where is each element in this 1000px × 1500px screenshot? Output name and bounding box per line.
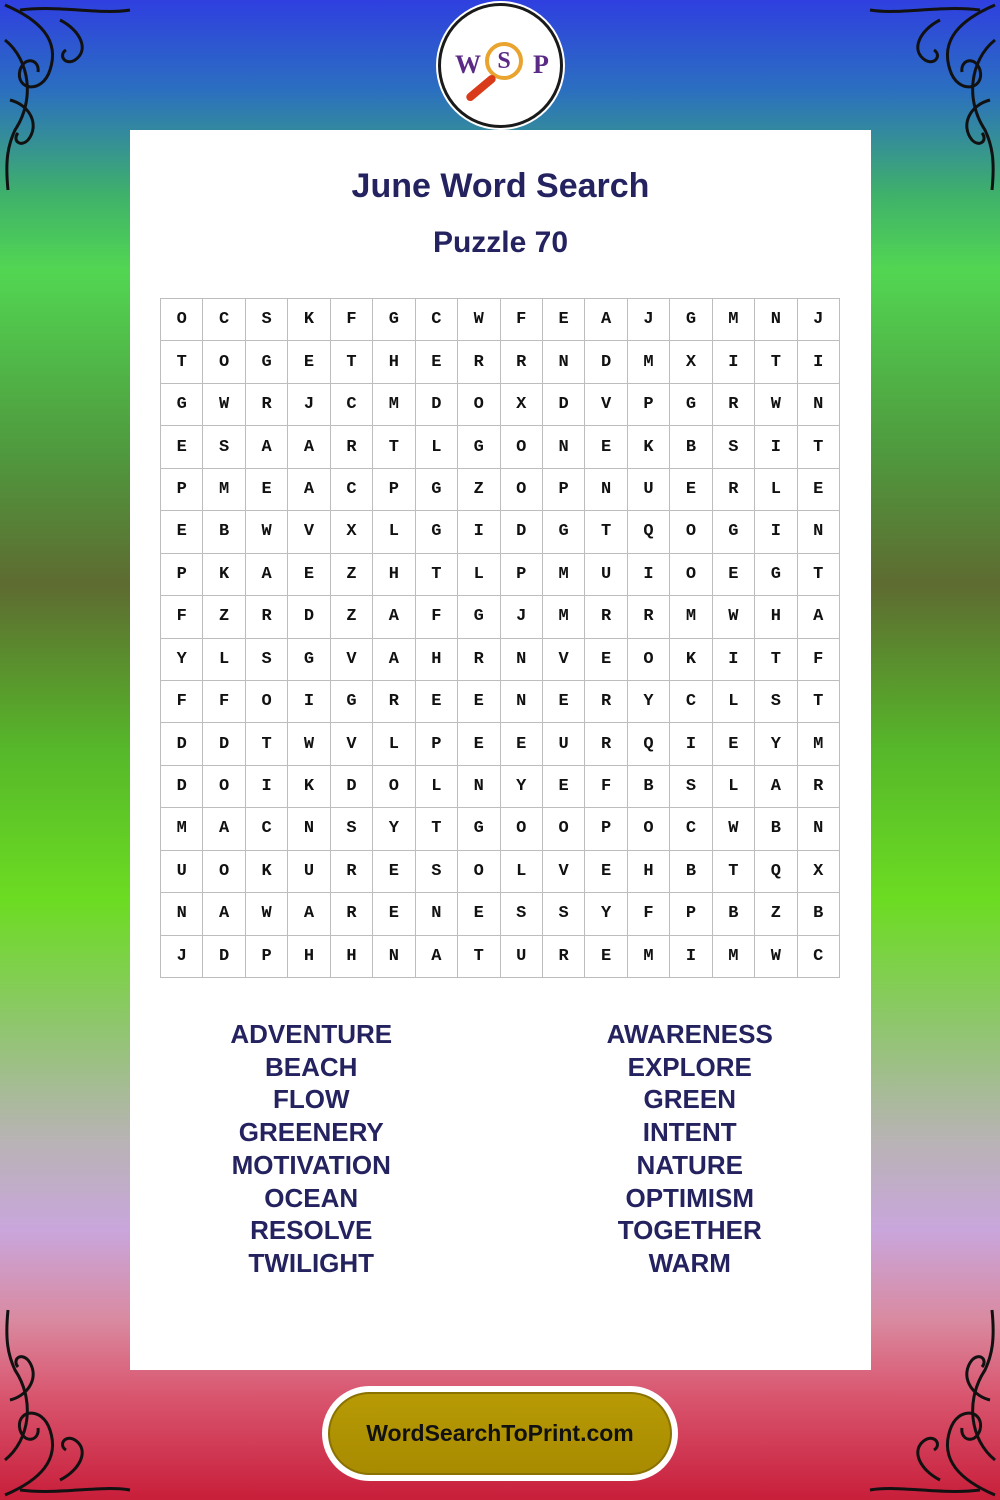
- word-list-left-column: [122, 1018, 501, 1280]
- grid-cell[interactable]: R: [331, 851, 373, 893]
- grid-cell[interactable]: A: [288, 893, 330, 935]
- grid-cell[interactable]: A: [246, 554, 288, 596]
- grid-cell[interactable]: Q: [755, 851, 797, 893]
- grid-cell[interactable]: T: [755, 639, 797, 681]
- grid-cell[interactable]: G: [416, 469, 458, 511]
- grid-cell[interactable]: E: [161, 511, 203, 553]
- grid-cell[interactable]: D: [585, 341, 627, 383]
- grid-cell[interactable]: B: [670, 851, 712, 893]
- grid-cell[interactable]: L: [203, 639, 245, 681]
- grid-cell[interactable]: E: [373, 851, 415, 893]
- grid-cell[interactable]: I: [755, 511, 797, 553]
- grid-cell[interactable]: R: [585, 596, 627, 638]
- grid-cell[interactable]: D: [416, 384, 458, 426]
- grid-cell[interactable]: T: [798, 681, 840, 723]
- grid-cell[interactable]: V: [288, 511, 330, 553]
- word-list-item: BEACH: [265, 1051, 358, 1082]
- grid-cell[interactable]: Y: [755, 723, 797, 765]
- grid-cell[interactable]: F: [203, 681, 245, 723]
- grid-cell[interactable]: F: [628, 893, 670, 935]
- grid-cell[interactable]: E: [543, 299, 585, 341]
- grid-cell[interactable]: M: [670, 596, 712, 638]
- grid-cell[interactable]: E: [798, 469, 840, 511]
- word-list-item: EXPLORE: [627, 1051, 752, 1082]
- grid-cell[interactable]: F: [585, 766, 627, 808]
- grid-cell[interactable]: G: [416, 511, 458, 553]
- corner-ornament-bottom-right: [860, 1300, 1000, 1500]
- grid-cell[interactable]: X: [798, 851, 840, 893]
- grid-cell[interactable]: P: [585, 808, 627, 850]
- grid-cell[interactable]: O: [628, 639, 670, 681]
- grid-cell[interactable]: L: [713, 681, 755, 723]
- grid-cell[interactable]: R: [585, 723, 627, 765]
- grid-cell[interactable]: F: [798, 639, 840, 681]
- grid-cell[interactable]: T: [246, 723, 288, 765]
- flourish-icon: [0, 0, 140, 200]
- grid-cell[interactable]: M: [543, 596, 585, 638]
- grid-cell[interactable]: A: [203, 808, 245, 850]
- grid-cell[interactable]: E: [373, 893, 415, 935]
- grid-cell[interactable]: N: [416, 893, 458, 935]
- grid-cell[interactable]: E: [458, 681, 500, 723]
- grid-cell[interactable]: R: [331, 893, 373, 935]
- grid-cell[interactable]: R: [713, 469, 755, 511]
- grid-cell[interactable]: G: [670, 299, 712, 341]
- grid-cell[interactable]: T: [458, 936, 500, 978]
- grid-cell[interactable]: O: [501, 426, 543, 468]
- grid-cell[interactable]: Y: [373, 808, 415, 850]
- grid-cell[interactable]: H: [373, 341, 415, 383]
- grid-cell[interactable]: U: [585, 554, 627, 596]
- grid-cell[interactable]: N: [798, 808, 840, 850]
- grid-cell[interactable]: Z: [331, 554, 373, 596]
- grid-cell[interactable]: K: [288, 299, 330, 341]
- grid-cell[interactable]: Y: [161, 639, 203, 681]
- grid-cell[interactable]: O: [246, 681, 288, 723]
- grid-cell[interactable]: F: [161, 596, 203, 638]
- word-list-item: TWILIGHT: [248, 1247, 375, 1278]
- grid-cell[interactable]: R: [458, 639, 500, 681]
- grid-cell[interactable]: R: [543, 936, 585, 978]
- grid-cell[interactable]: E: [288, 554, 330, 596]
- grid-cell[interactable]: I: [288, 681, 330, 723]
- grid-cell[interactable]: G: [458, 808, 500, 850]
- grid-cell[interactable]: M: [628, 341, 670, 383]
- grid-cell[interactable]: R: [798, 766, 840, 808]
- site-link-button[interactable]: [322, 1386, 678, 1481]
- grid-cell[interactable]: I: [670, 936, 712, 978]
- grid-cell[interactable]: L: [373, 511, 415, 553]
- grid-cell[interactable]: S: [246, 639, 288, 681]
- corner-ornament-top-left: [0, 0, 140, 200]
- grid-cell[interactable]: Q: [628, 723, 670, 765]
- grid-cell[interactable]: H: [755, 596, 797, 638]
- grid-cell[interactable]: O: [628, 808, 670, 850]
- grid-cell[interactable]: T: [713, 851, 755, 893]
- word-list-item: NATURE: [636, 1149, 743, 1180]
- grid-cell[interactable]: N: [501, 681, 543, 723]
- grid-cell[interactable]: E: [458, 893, 500, 935]
- grid-cell[interactable]: K: [628, 426, 670, 468]
- grid-cell[interactable]: G: [373, 299, 415, 341]
- grid-cell[interactable]: W: [203, 384, 245, 426]
- site-link-label: WordSearchToPrint.com: [366, 1420, 634, 1446]
- grid-cell[interactable]: E: [585, 851, 627, 893]
- grid-cell[interactable]: B: [203, 511, 245, 553]
- grid-cell[interactable]: N: [288, 808, 330, 850]
- grid-cell[interactable]: K: [670, 639, 712, 681]
- grid-cell[interactable]: T: [585, 511, 627, 553]
- word-list-item: WARM: [648, 1247, 731, 1278]
- word-list-item: ADVENTURE: [230, 1019, 393, 1049]
- grid-cell[interactable]: C: [670, 681, 712, 723]
- puzzle-title: June Word Search: [351, 167, 650, 205]
- grid-cell[interactable]: W: [713, 808, 755, 850]
- grid-cell[interactable]: O: [670, 511, 712, 553]
- grid-cell[interactable]: O: [373, 766, 415, 808]
- grid-cell[interactable]: X: [670, 341, 712, 383]
- grid-cell[interactable]: C: [670, 808, 712, 850]
- logo-letter-s: S: [497, 48, 511, 74]
- grid-cell[interactable]: G: [161, 384, 203, 426]
- grid-cell[interactable]: J: [501, 596, 543, 638]
- grid-cell[interactable]: R: [458, 341, 500, 383]
- grid-cell[interactable]: Q: [628, 511, 670, 553]
- grid-cell[interactable]: G: [670, 384, 712, 426]
- grid-cell[interactable]: L: [713, 766, 755, 808]
- grid-cell[interactable]: W: [713, 596, 755, 638]
- grid-cell[interactable]: S: [416, 851, 458, 893]
- grid-cell[interactable]: I: [713, 341, 755, 383]
- grid-cell[interactable]: T: [416, 808, 458, 850]
- grid-cell[interactable]: Z: [458, 469, 500, 511]
- grid-cell[interactable]: G: [458, 596, 500, 638]
- grid-cell[interactable]: L: [416, 426, 458, 468]
- grid-cell[interactable]: P: [161, 469, 203, 511]
- grid-cell[interactable]: W: [755, 936, 797, 978]
- grid-cell[interactable]: M: [798, 723, 840, 765]
- grid-cell[interactable]: S: [331, 808, 373, 850]
- grid-cell[interactable]: P: [373, 469, 415, 511]
- grid-cell[interactable]: U: [628, 469, 670, 511]
- grid-cell[interactable]: E: [501, 723, 543, 765]
- corner-ornament-top-right: [860, 0, 1000, 200]
- grid-cell[interactable]: B: [755, 808, 797, 850]
- grid-cell[interactable]: C: [246, 808, 288, 850]
- grid-cell[interactable]: M: [203, 469, 245, 511]
- grid-cell[interactable]: R: [373, 681, 415, 723]
- grid-cell[interactable]: C: [416, 299, 458, 341]
- grid-cell[interactable]: N: [798, 384, 840, 426]
- grid-cell[interactable]: A: [373, 596, 415, 638]
- grid-cell[interactable]: Y: [628, 681, 670, 723]
- grid-cell[interactable]: D: [161, 723, 203, 765]
- grid-cell[interactable]: W: [246, 893, 288, 935]
- grid-cell[interactable]: R: [246, 384, 288, 426]
- grid-cell[interactable]: P: [416, 723, 458, 765]
- grid-cell[interactable]: F: [501, 299, 543, 341]
- grid-cell[interactable]: M: [543, 554, 585, 596]
- grid-cell[interactable]: C: [331, 469, 373, 511]
- grid-cell[interactable]: P: [670, 893, 712, 935]
- grid-cell[interactable]: E: [713, 723, 755, 765]
- grid-cell[interactable]: A: [585, 299, 627, 341]
- letter-grid[interactable]: [160, 298, 840, 978]
- grid-cell[interactable]: B: [713, 893, 755, 935]
- grid-cell[interactable]: B: [798, 893, 840, 935]
- grid-cell[interactable]: E: [585, 639, 627, 681]
- grid-cell[interactable]: A: [798, 596, 840, 638]
- grid-cell[interactable]: E: [288, 341, 330, 383]
- grid-cell[interactable]: P: [246, 936, 288, 978]
- grid-cell[interactable]: T: [331, 341, 373, 383]
- grid-cell[interactable]: G: [755, 554, 797, 596]
- grid-cell[interactable]: T: [161, 341, 203, 383]
- grid-cell[interactable]: D: [161, 766, 203, 808]
- grid-cell[interactable]: I: [798, 341, 840, 383]
- grid-cell[interactable]: E: [246, 469, 288, 511]
- grid-cell[interactable]: M: [713, 936, 755, 978]
- wsp-logo[interactable]: [438, 3, 563, 128]
- grid-cell[interactable]: O: [458, 851, 500, 893]
- grid-cell[interactable]: C: [798, 936, 840, 978]
- grid-cell[interactable]: E: [670, 469, 712, 511]
- word-list-item: OPTIMISM: [625, 1182, 755, 1213]
- grid-cell[interactable]: S: [501, 893, 543, 935]
- grid-cell[interactable]: D: [288, 596, 330, 638]
- grid-cell[interactable]: A: [416, 936, 458, 978]
- grid-cell[interactable]: M: [373, 384, 415, 426]
- grid-cell[interactable]: R: [585, 681, 627, 723]
- grid-cell[interactable]: N: [501, 639, 543, 681]
- grid-cell[interactable]: K: [246, 851, 288, 893]
- grid-cell[interactable]: J: [628, 299, 670, 341]
- grid-cell[interactable]: T: [798, 426, 840, 468]
- grid-cell[interactable]: G: [331, 681, 373, 723]
- grid-cell[interactable]: I: [458, 511, 500, 553]
- grid-cell[interactable]: A: [288, 426, 330, 468]
- site-link-pill[interactable]: [328, 1392, 672, 1475]
- grid-cell[interactable]: V: [543, 639, 585, 681]
- grid-cell[interactable]: O: [543, 808, 585, 850]
- flourish-icon: [860, 1300, 1000, 1500]
- grid-cell[interactable]: S: [755, 681, 797, 723]
- grid-cell[interactable]: M: [628, 936, 670, 978]
- grid-cell[interactable]: D: [203, 936, 245, 978]
- grid-cell[interactable]: R: [331, 426, 373, 468]
- grid-cell[interactable]: O: [203, 766, 245, 808]
- word-list-item: OCEAN: [264, 1182, 359, 1213]
- grid-cell[interactable]: A: [246, 426, 288, 468]
- grid-cell[interactable]: V: [543, 851, 585, 893]
- grid-cell[interactable]: D: [543, 384, 585, 426]
- grid-cell[interactable]: L: [458, 554, 500, 596]
- grid-cell[interactable]: S: [203, 426, 245, 468]
- word-list-item: TOGETHER: [617, 1215, 762, 1246]
- grid-cell[interactable]: P: [543, 469, 585, 511]
- grid-cell[interactable]: W: [458, 299, 500, 341]
- grid-cell[interactable]: G: [458, 426, 500, 468]
- grid-cell[interactable]: J: [288, 384, 330, 426]
- flourish-icon: [0, 1300, 140, 1500]
- grid-cell[interactable]: I: [628, 554, 670, 596]
- grid-cell[interactable]: T: [416, 554, 458, 596]
- grid-cell[interactable]: P: [501, 554, 543, 596]
- grid-cell[interactable]: X: [331, 511, 373, 553]
- grid-cell[interactable]: I: [713, 639, 755, 681]
- grid-cell[interactable]: O: [203, 851, 245, 893]
- grid-cell[interactable]: X: [501, 384, 543, 426]
- grid-cell[interactable]: N: [798, 511, 840, 553]
- grid-cell[interactable]: A: [203, 893, 245, 935]
- grid-cell[interactable]: F: [331, 299, 373, 341]
- grid-cell[interactable]: O: [203, 341, 245, 383]
- word-list: [130, 1018, 871, 1280]
- grid-cell[interactable]: P: [161, 554, 203, 596]
- grid-cell[interactable]: L: [501, 851, 543, 893]
- grid-cell[interactable]: N: [543, 426, 585, 468]
- grid-cell[interactable]: L: [755, 469, 797, 511]
- grid-cell[interactable]: D: [331, 766, 373, 808]
- grid-cell[interactable]: K: [203, 554, 245, 596]
- grid-cell[interactable]: G: [246, 341, 288, 383]
- grid-cell[interactable]: Y: [585, 893, 627, 935]
- grid-cell[interactable]: N: [458, 766, 500, 808]
- grid-cell[interactable]: O: [501, 808, 543, 850]
- grid-cell[interactable]: G: [713, 511, 755, 553]
- word-list-item: AWARENESS: [606, 1019, 773, 1049]
- grid-cell[interactable]: A: [288, 469, 330, 511]
- grid-cell[interactable]: C: [331, 384, 373, 426]
- grid-cell[interactable]: I: [670, 723, 712, 765]
- grid-cell[interactable]: W: [755, 384, 797, 426]
- grid-cell[interactable]: L: [373, 723, 415, 765]
- grid-cell[interactable]: F: [416, 596, 458, 638]
- grid-cell[interactable]: E: [585, 426, 627, 468]
- grid-cell[interactable]: F: [161, 681, 203, 723]
- grid-cell[interactable]: P: [628, 384, 670, 426]
- grid-cell[interactable]: V: [585, 384, 627, 426]
- grid-cell[interactable]: Y: [501, 766, 543, 808]
- word-list-item: GREEN: [643, 1084, 736, 1115]
- logo-letter-p: P: [533, 50, 549, 79]
- grid-cell[interactable]: M: [161, 808, 203, 850]
- corner-ornament-bottom-left: [0, 1300, 140, 1500]
- grid-cell[interactable]: H: [373, 554, 415, 596]
- grid-cell[interactable]: G: [288, 639, 330, 681]
- grid-cell[interactable]: S: [246, 299, 288, 341]
- grid-cell[interactable]: W: [288, 723, 330, 765]
- logo-letter-w: W: [455, 50, 481, 79]
- grid-cell[interactable]: Z: [203, 596, 245, 638]
- grid-cell[interactable]: E: [543, 766, 585, 808]
- grid-cell[interactable]: W: [246, 511, 288, 553]
- grid-cell[interactable]: R: [628, 596, 670, 638]
- puzzle-card: [130, 130, 871, 1370]
- grid-cell[interactable]: G: [543, 511, 585, 553]
- puzzle-number: Puzzle 70: [432, 226, 569, 259]
- grid-cell[interactable]: U: [543, 723, 585, 765]
- word-list-item: GREENERY: [238, 1117, 384, 1148]
- grid-cell[interactable]: N: [543, 341, 585, 383]
- grid-cell[interactable]: E: [416, 681, 458, 723]
- grid-cell[interactable]: B: [628, 766, 670, 808]
- grid-cell[interactable]: S: [543, 893, 585, 935]
- grid-cell[interactable]: N: [585, 469, 627, 511]
- grid-cell[interactable]: D: [203, 723, 245, 765]
- word-list-item: FLOW: [272, 1084, 350, 1115]
- grid-cell[interactable]: N: [755, 299, 797, 341]
- grid-cell[interactable]: O: [670, 554, 712, 596]
- grid-cell[interactable]: E: [585, 936, 627, 978]
- grid-cell[interactable]: D: [501, 511, 543, 553]
- grid-cell[interactable]: S: [670, 766, 712, 808]
- grid-cell[interactable]: M: [713, 299, 755, 341]
- grid-cell[interactable]: V: [331, 723, 373, 765]
- grid-cell[interactable]: Z: [331, 596, 373, 638]
- grid-cell[interactable]: B: [670, 426, 712, 468]
- word-list-item: RESOLVE: [250, 1215, 373, 1246]
- word-list-right-column: [501, 1018, 880, 1280]
- grid-cell[interactable]: U: [288, 851, 330, 893]
- grid-cell[interactable]: L: [416, 766, 458, 808]
- grid-cell[interactable]: H: [416, 639, 458, 681]
- grid-cell[interactable]: T: [798, 554, 840, 596]
- grid-cell[interactable]: O: [501, 469, 543, 511]
- grid-cell[interactable]: S: [713, 426, 755, 468]
- grid-cell[interactable]: Z: [755, 893, 797, 935]
- grid-cell[interactable]: E: [543, 681, 585, 723]
- grid-cell[interactable]: E: [713, 554, 755, 596]
- grid-cell[interactable]: N: [161, 893, 203, 935]
- grid-cell[interactable]: V: [331, 639, 373, 681]
- grid-cell[interactable]: C: [203, 299, 245, 341]
- grid-cell[interactable]: J: [161, 936, 203, 978]
- grid-cell[interactable]: E: [416, 341, 458, 383]
- grid-cell[interactable]: H: [331, 936, 373, 978]
- word-list-item: MOTIVATION: [231, 1149, 391, 1180]
- grid-cell[interactable]: N: [373, 936, 415, 978]
- grid-cell[interactable]: I: [755, 426, 797, 468]
- grid-cell[interactable]: A: [373, 639, 415, 681]
- grid-cell[interactable]: T: [373, 426, 415, 468]
- grid-cell[interactable]: E: [161, 426, 203, 468]
- grid-cell[interactable]: R: [501, 341, 543, 383]
- grid-cell[interactable]: I: [246, 766, 288, 808]
- grid-cell[interactable]: O: [161, 299, 203, 341]
- flourish-icon: [860, 0, 1000, 200]
- grid-cell[interactable]: U: [161, 851, 203, 893]
- grid-cell[interactable]: J: [798, 299, 840, 341]
- grid-cell[interactable]: U: [501, 936, 543, 978]
- grid-cell[interactable]: O: [458, 384, 500, 426]
- grid-cell[interactable]: E: [458, 723, 500, 765]
- grid-cell[interactable]: H: [288, 936, 330, 978]
- word-list-item: INTENT: [642, 1117, 737, 1148]
- grid-cell[interactable]: T: [755, 341, 797, 383]
- grid-cell[interactable]: R: [246, 596, 288, 638]
- grid-cell[interactable]: A: [755, 766, 797, 808]
- grid-cell[interactable]: R: [713, 384, 755, 426]
- grid-cell[interactable]: H: [628, 851, 670, 893]
- grid-cell[interactable]: K: [288, 766, 330, 808]
